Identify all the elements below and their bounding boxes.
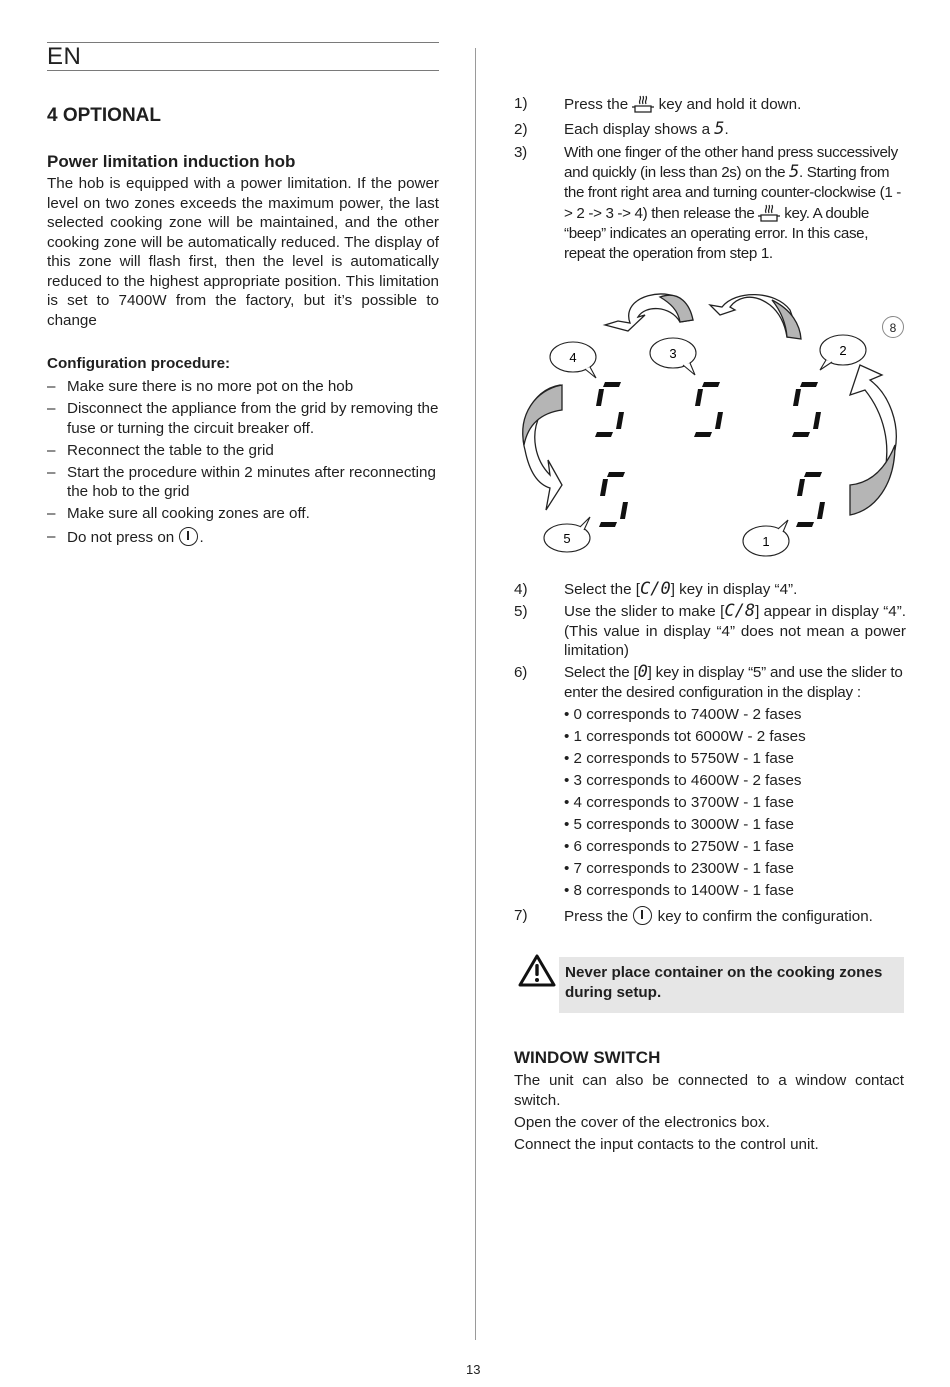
zone-display-1 bbox=[796, 472, 825, 527]
rotation-arrow-3-to-4 bbox=[605, 294, 693, 331]
step-text: ] key in display “4”. bbox=[670, 581, 798, 598]
svg-text:5: 5 bbox=[563, 531, 571, 546]
header-top-rule bbox=[47, 42, 439, 43]
config-list bbox=[47, 377, 439, 550]
configuration-item: • 1 corresponds tot 6000W - 2 fases bbox=[564, 726, 904, 748]
seven-segment-glyph: 0 bbox=[637, 662, 648, 682]
step-text: Select the [ bbox=[564, 581, 640, 598]
step-number: 6) bbox=[514, 664, 528, 681]
configuration-item: • 3 corresponds to 4600W - 2 fases bbox=[564, 770, 904, 792]
zone-display-3 bbox=[694, 382, 723, 437]
step-text: key. A double “beep” indicates an operating error. In this case, repeat the operation from step 1. bbox=[564, 205, 869, 262]
step-3 bbox=[514, 143, 906, 264]
step-4 bbox=[514, 580, 906, 600]
step-text: . bbox=[724, 121, 729, 138]
svg-text:2: 2 bbox=[839, 343, 847, 358]
power-icon bbox=[633, 906, 652, 925]
step-number: 3) bbox=[514, 144, 527, 161]
callout-2 bbox=[820, 335, 866, 370]
step-text: Each display shows a bbox=[564, 121, 711, 138]
configuration-item: • 8 corresponds to 1400W - 1 fase bbox=[564, 880, 904, 902]
svg-text:4: 4 bbox=[569, 350, 577, 365]
config-item: – Make sure there is no more pot on the hob bbox=[47, 377, 439, 397]
seven-segment-glyph: C/8 bbox=[724, 601, 756, 621]
config-item: – Disconnect the appliance from the grid by removing the fuse or turning the circuit breaker off. bbox=[47, 399, 439, 438]
intro-paragraph: The hob is equipped with a power limitation. If the power level on two zones exceeds the maximum power, the last selected cooking zone will be maintained, and the other cooking zone will be automatically reduced. The display of this zone will flash first, then the level is automatically reduced to the highest appropriate position. This limitation is set to 7400W from the factory, but it’s possible to change bbox=[47, 175, 439, 329]
config-item: – Start the procedure within 2 minutes after reconnecting the hob to the grid bbox=[47, 463, 439, 502]
step-text: Press the bbox=[564, 908, 629, 925]
zone-display-2 bbox=[792, 382, 821, 437]
step-text: Press the bbox=[564, 96, 629, 113]
warning-text: Never place container on the cooking zones during setup. bbox=[565, 964, 883, 1001]
svg-text:3: 3 bbox=[669, 346, 677, 361]
step-text: Use the slider to make [ bbox=[564, 603, 725, 620]
config-item: – Reconnect the table to the grid bbox=[47, 441, 439, 461]
rotation-arrow-4-to-5 bbox=[523, 385, 562, 510]
window-switch-title: WINDOW SWITCH bbox=[514, 1048, 661, 1067]
zone-display-4 bbox=[595, 382, 624, 437]
section-title: 4 OPTIONAL bbox=[47, 105, 162, 126]
step-6 bbox=[514, 663, 906, 702]
pot-key-icon bbox=[632, 94, 654, 114]
step-text: . Starting from the front right area and turning counter-clockwise (1 -> 2 -> 3 -> 4) then release the bbox=[564, 164, 901, 222]
rotation-arrow-2-to-3 bbox=[710, 295, 801, 339]
callout-5 bbox=[544, 517, 590, 552]
header-bottom-rule bbox=[47, 70, 439, 71]
callout-4 bbox=[550, 342, 596, 378]
configuration-item: • 7 corresponds to 2300W - 1 fase bbox=[564, 858, 904, 880]
step-text: Select the [ bbox=[564, 664, 638, 681]
column-divider bbox=[475, 48, 476, 1340]
subsection-title: Power limitation induction hob bbox=[47, 152, 296, 171]
power-icon bbox=[179, 527, 198, 546]
window-switch-line: Connect the input contacts to the control unit. bbox=[514, 1136, 819, 1153]
language-label: EN bbox=[47, 43, 82, 70]
hob-display-diagram bbox=[510, 285, 910, 565]
configuration-item: • 6 corresponds to 2750W - 1 fase bbox=[564, 836, 904, 858]
step-text: key and hold it down. bbox=[658, 96, 802, 113]
config-item-suffix: . bbox=[199, 528, 204, 546]
page-number: 13 bbox=[466, 1362, 481, 1377]
step-1 bbox=[514, 94, 906, 115]
rotation-arrow-1-to-2 bbox=[850, 365, 896, 515]
pot-key-icon bbox=[758, 203, 780, 223]
configuration-item: • 0 corresponds to 7400W - 2 fases bbox=[564, 704, 904, 726]
step-5 bbox=[514, 602, 906, 661]
config-item bbox=[47, 527, 439, 548]
step-number: 1) bbox=[514, 95, 528, 112]
step-number: 7) bbox=[514, 907, 528, 924]
configuration-item: • 2 corresponds to 5750W - 1 fase bbox=[564, 748, 904, 770]
configuration-list bbox=[564, 704, 904, 902]
step-number: 4) bbox=[514, 581, 528, 598]
seven-segment-glyph: C/0 bbox=[639, 579, 671, 599]
figure-number: 8 bbox=[882, 316, 904, 338]
callout-3 bbox=[650, 338, 696, 375]
seven-segment-glyph: 5 bbox=[714, 119, 725, 139]
seven-segment-glyph: 5 bbox=[789, 162, 800, 182]
step-2 bbox=[514, 120, 906, 140]
step-number: 5) bbox=[514, 603, 528, 620]
config-item: – Make sure all cooking zones are off. bbox=[47, 504, 439, 524]
callout-1 bbox=[743, 520, 789, 556]
step-text: With one finger of the other hand press successively and quickly (in less than 2s) on the bbox=[564, 144, 898, 181]
warning-icon bbox=[517, 953, 557, 989]
configuration-item: • 4 corresponds to 3700W - 1 fase bbox=[564, 792, 904, 814]
step-text: ] appear in display “4”. (This value in display “4” does not mean a power limitation) bbox=[564, 603, 906, 659]
config-item-text: Do not press on bbox=[67, 528, 175, 546]
configuration-item: • 5 corresponds to 3000W - 1 fase bbox=[564, 814, 904, 836]
step-text: key to confirm the configuration. bbox=[657, 908, 873, 925]
step-text: ] key in display “5” and use the slider to enter the desired configuration in the display : bbox=[564, 664, 903, 701]
window-switch-line: Open the cover of the electronics box. bbox=[514, 1114, 770, 1131]
config-title: Configuration procedure: bbox=[47, 355, 231, 372]
zone-display-5 bbox=[599, 472, 628, 527]
window-switch-line: The unit can also be connected to a window contact switch. bbox=[514, 1072, 904, 1109]
svg-text:1: 1 bbox=[762, 534, 770, 549]
step-7 bbox=[514, 906, 906, 927]
step-number: 2) bbox=[514, 121, 528, 138]
